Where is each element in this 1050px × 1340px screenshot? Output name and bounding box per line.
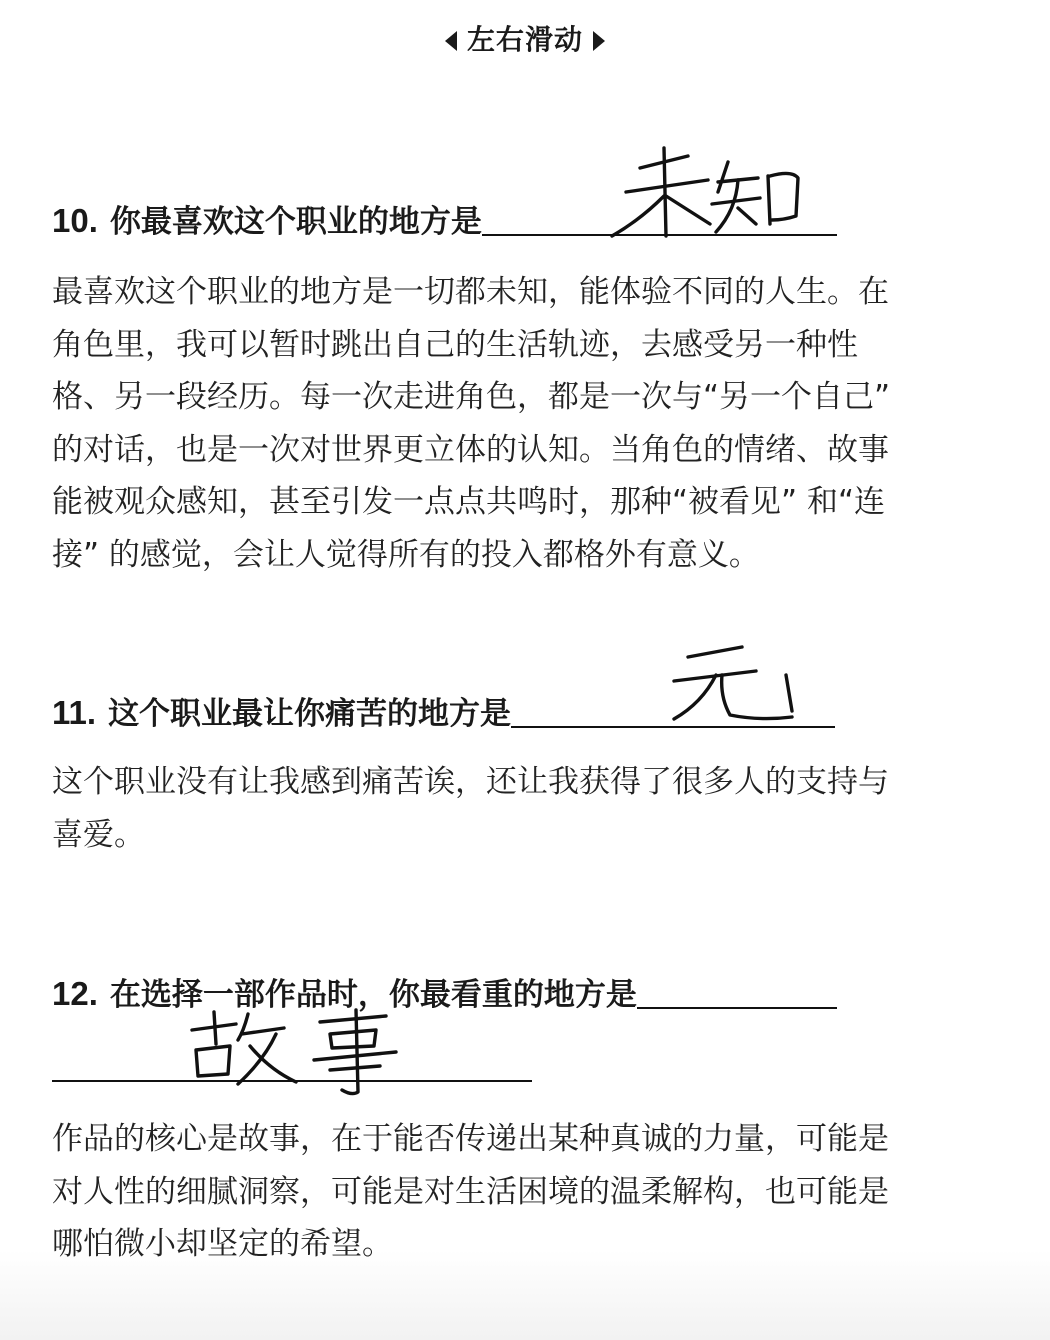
- swipe-hint: [0, 18, 1050, 58]
- answer-11: 这个职业没有让我感到痛苦诶，还让我获得了很多人的支持与喜爱。: [52, 764, 889, 853]
- question-number: 11.: [52, 694, 97, 731]
- arrow-right-icon: [593, 31, 605, 51]
- arrow-left-icon: [445, 31, 457, 51]
- question-number: 12.: [52, 975, 98, 1012]
- swipe-hint-label: 左右滑动: [466, 23, 583, 56]
- answer-12: 作品的核心是故事，在于能否传递出某种真诚的力量，可能是对人性的细腻洞察，可能是对生活困境的温柔解构，也可能是哪怕微小却坚定的希望。: [52, 1121, 889, 1262]
- question-text: 这个职业最让你痛苦的地方是: [108, 696, 512, 732]
- handwritten-answer-10: [600, 140, 820, 245]
- question-number: 10.: [52, 202, 98, 239]
- question-text: 你最喜欢这个职业的地方是: [109, 204, 482, 240]
- handwritten-answer-10-text: [0, 0, 1, 1]
- handwritten-answer-12-text: [0, 0, 1, 1]
- handwritten-answer-12: [180, 1000, 420, 1100]
- handwritten-answer-11: [660, 635, 820, 730]
- question-12-prompt: [52, 969, 837, 1014]
- answer-blank: [637, 977, 837, 1009]
- question-text: 在选择一部作品时，你最看重的地方是: [109, 977, 637, 1013]
- answer-10: 最喜欢这个职业的地方是一切都未知，能体验不同的人生。在角色里，我可以暂时跳出自己的生活轨迹，去感受另一种性格、另一段经历。每一次走进角色，都是一次与“另一个自己” 的对话，也是一次对世界更立体的认知。当角色的情绪、故事能被观众感知，甚至引发一点点共鸣时，那种“被看见” 和“连接” 的感觉，会让人觉得所有的投入都格外有意义。: [52, 274, 891, 573]
- handwritten-answer-11-text: [0, 0, 1, 1]
